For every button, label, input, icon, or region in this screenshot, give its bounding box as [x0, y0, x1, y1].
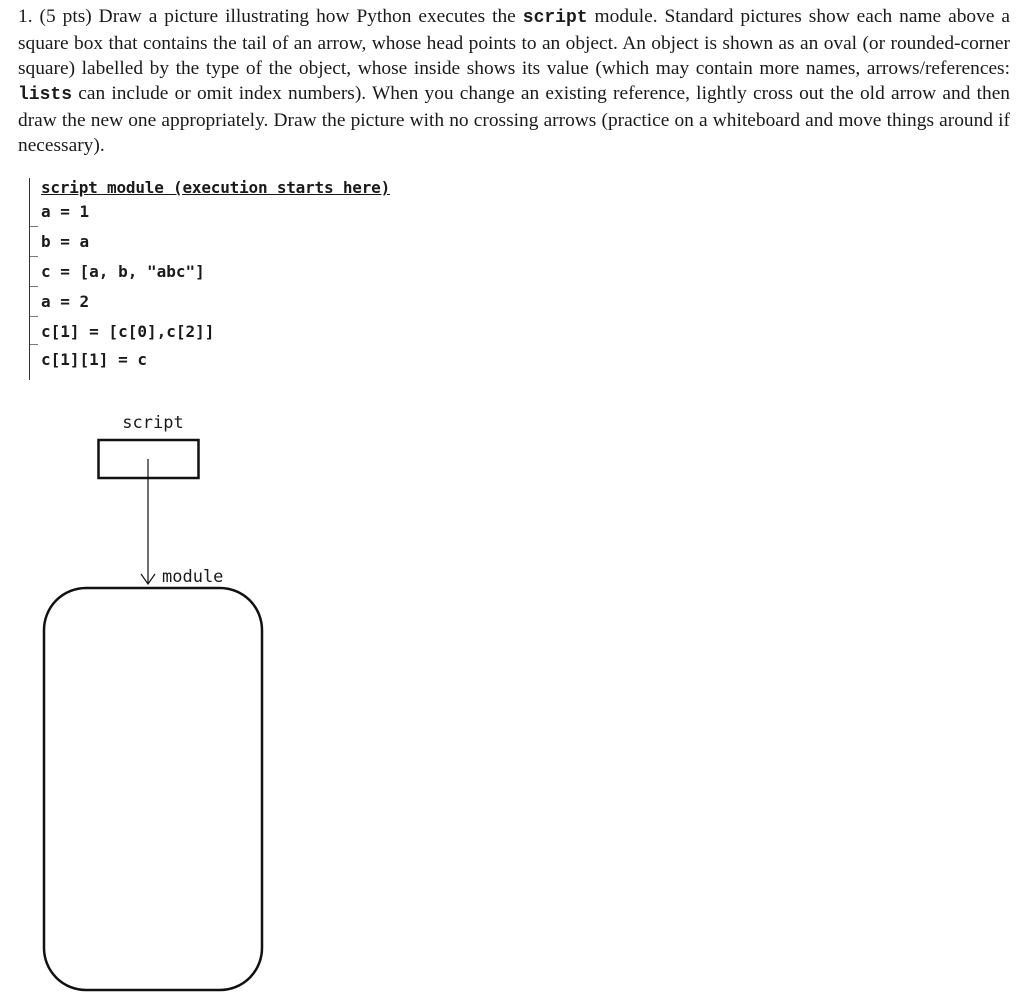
problem-text-1: 1. (5 pts) Draw a picture illustrating how Python executes the [18, 6, 523, 27]
code-line: c = [a, b, "abc"] [41, 262, 205, 281]
code-line: a = 2 [41, 292, 90, 311]
object-type-label: module [162, 567, 224, 587]
code-line: c[1] = [c[0],c[2]] [41, 322, 215, 341]
code-line: b = a [41, 232, 90, 251]
module-object [44, 588, 262, 990]
problem-code-lists: lists [18, 85, 73, 105]
name-label-script: script [122, 413, 184, 433]
problem-text-2: module. Standard pictures show each name above a square box that contains the tail of an arrow, whose head points to an object. An object is shown as an oval (or rounded-corner square) labelled by the type of the object, whose inside shows its value (which may contain more names, arrows/references: [18, 6, 1010, 79]
problem-code-script: script [522, 8, 588, 28]
problem-text-3: can include or omit index numbers). When you change an existing reference, lightly cross out the old arrow and then draw the new one appropriately. Draw the picture with no crossing arrows (practice on a whiteboard and move things around if necessary). [18, 83, 1010, 156]
code-line: a = 1 [41, 202, 90, 221]
code-line: c[1][1] = c [41, 350, 147, 369]
code-header: script module (execution starts here) [41, 178, 391, 197]
